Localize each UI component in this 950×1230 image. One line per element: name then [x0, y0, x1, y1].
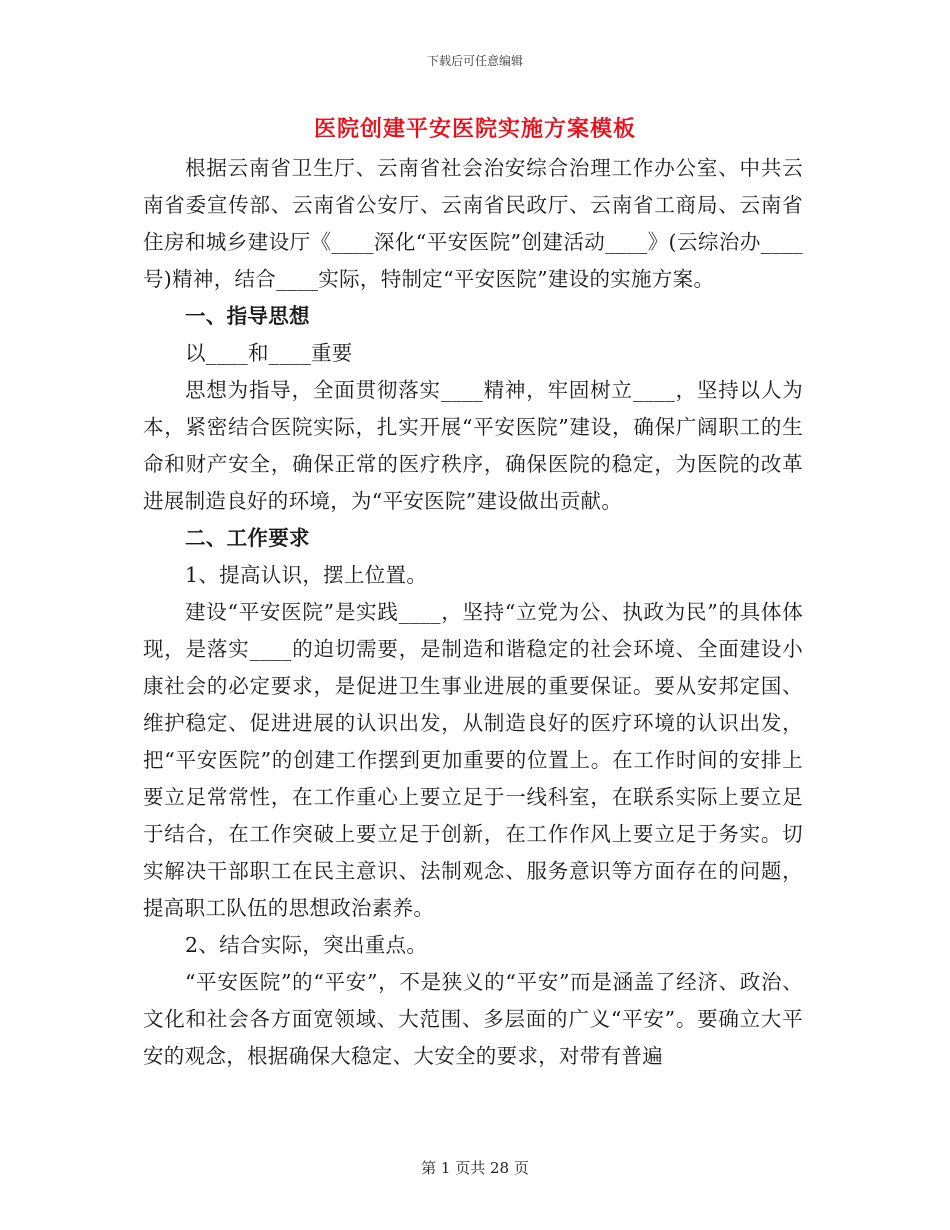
document-title: 医院创建平安医院实施方案模板: [313, 116, 636, 142]
paragraph-guiding-line: 以____和____重要: [185, 341, 353, 365]
subheading-focus-priorities: 2、结合实际，突出重点。: [185, 933, 428, 957]
page-number-footer: 第 1 页共 28 页: [421, 1159, 529, 1177]
subheading-raise-awareness: 1、提高认识，摆上位置。: [185, 563, 428, 587]
header-note: 下载后可任意编辑: [426, 54, 523, 68]
paragraph-guiding-body: 思想为指导，全面贯彻落实____精神，牢固树立____，坚持以人为本，紧密结合医院实际，扎实开展“平安医院”建设，确保广阔职工的生命和财产安全，确保正常的医疗秩序，确保医院的稳定，为医院的改革进展制造良好的环境，为“平安医院”建设做出贡献。: [143, 378, 803, 513]
paragraph-intro: 根据云南省卫生厅、云南省社会治安综合治理工作办公室、中共云南省委宣传部、云南省公安厅、云南省民政厅、云南省工商局、云南省住房和城乡建设厅《____深化“平安医院”创建活动____》(云综治办____号)精神，结合____实际，特制定“平安医院”建设的实施方案。: [143, 156, 803, 291]
section-heading-work-requirements: 二、工作要求: [185, 526, 310, 550]
paragraph-raise-awareness: 建设“平安医院”是实践____，坚持“立党为公、执政为民”的具体体现，是落实____的迫切需要，是制造和谐稳定的社会环境、全面建设小康社会的必定要求，是促进卫生事业进展的重要保证。要从安邦定国、维护稳定、促进进展的认识出发，从制造良好的医疗环境的认识出发，把“平安医院”的创建工作摆到更加重要的位置上。在工作时间的安排上要立足常常性，在工作重心上要立足于一线科室，在联系实际上要立足于结合，在工作突破上要立足于创新，在工作作风上要立足于务实。切实解决干部职工在民主意识、法制观念、服务意识等方面存在的问题，提高职工队伍的思想政治素养。: [143, 600, 803, 920]
document-body: [143, 150, 803, 1075]
paragraph-focus-priorities: “平安医院”的“平安”，不是狭义的“平安”而是涵盖了经济、政治、文化和社会各方面宽领域、大范围、多层面的广义“平安”。要确立大平安的观念，根据确保大稳定、大安全的要求，对带有普遍: [143, 970, 803, 1068]
section-heading-guiding-ideology: 一、指导思想: [185, 304, 310, 328]
